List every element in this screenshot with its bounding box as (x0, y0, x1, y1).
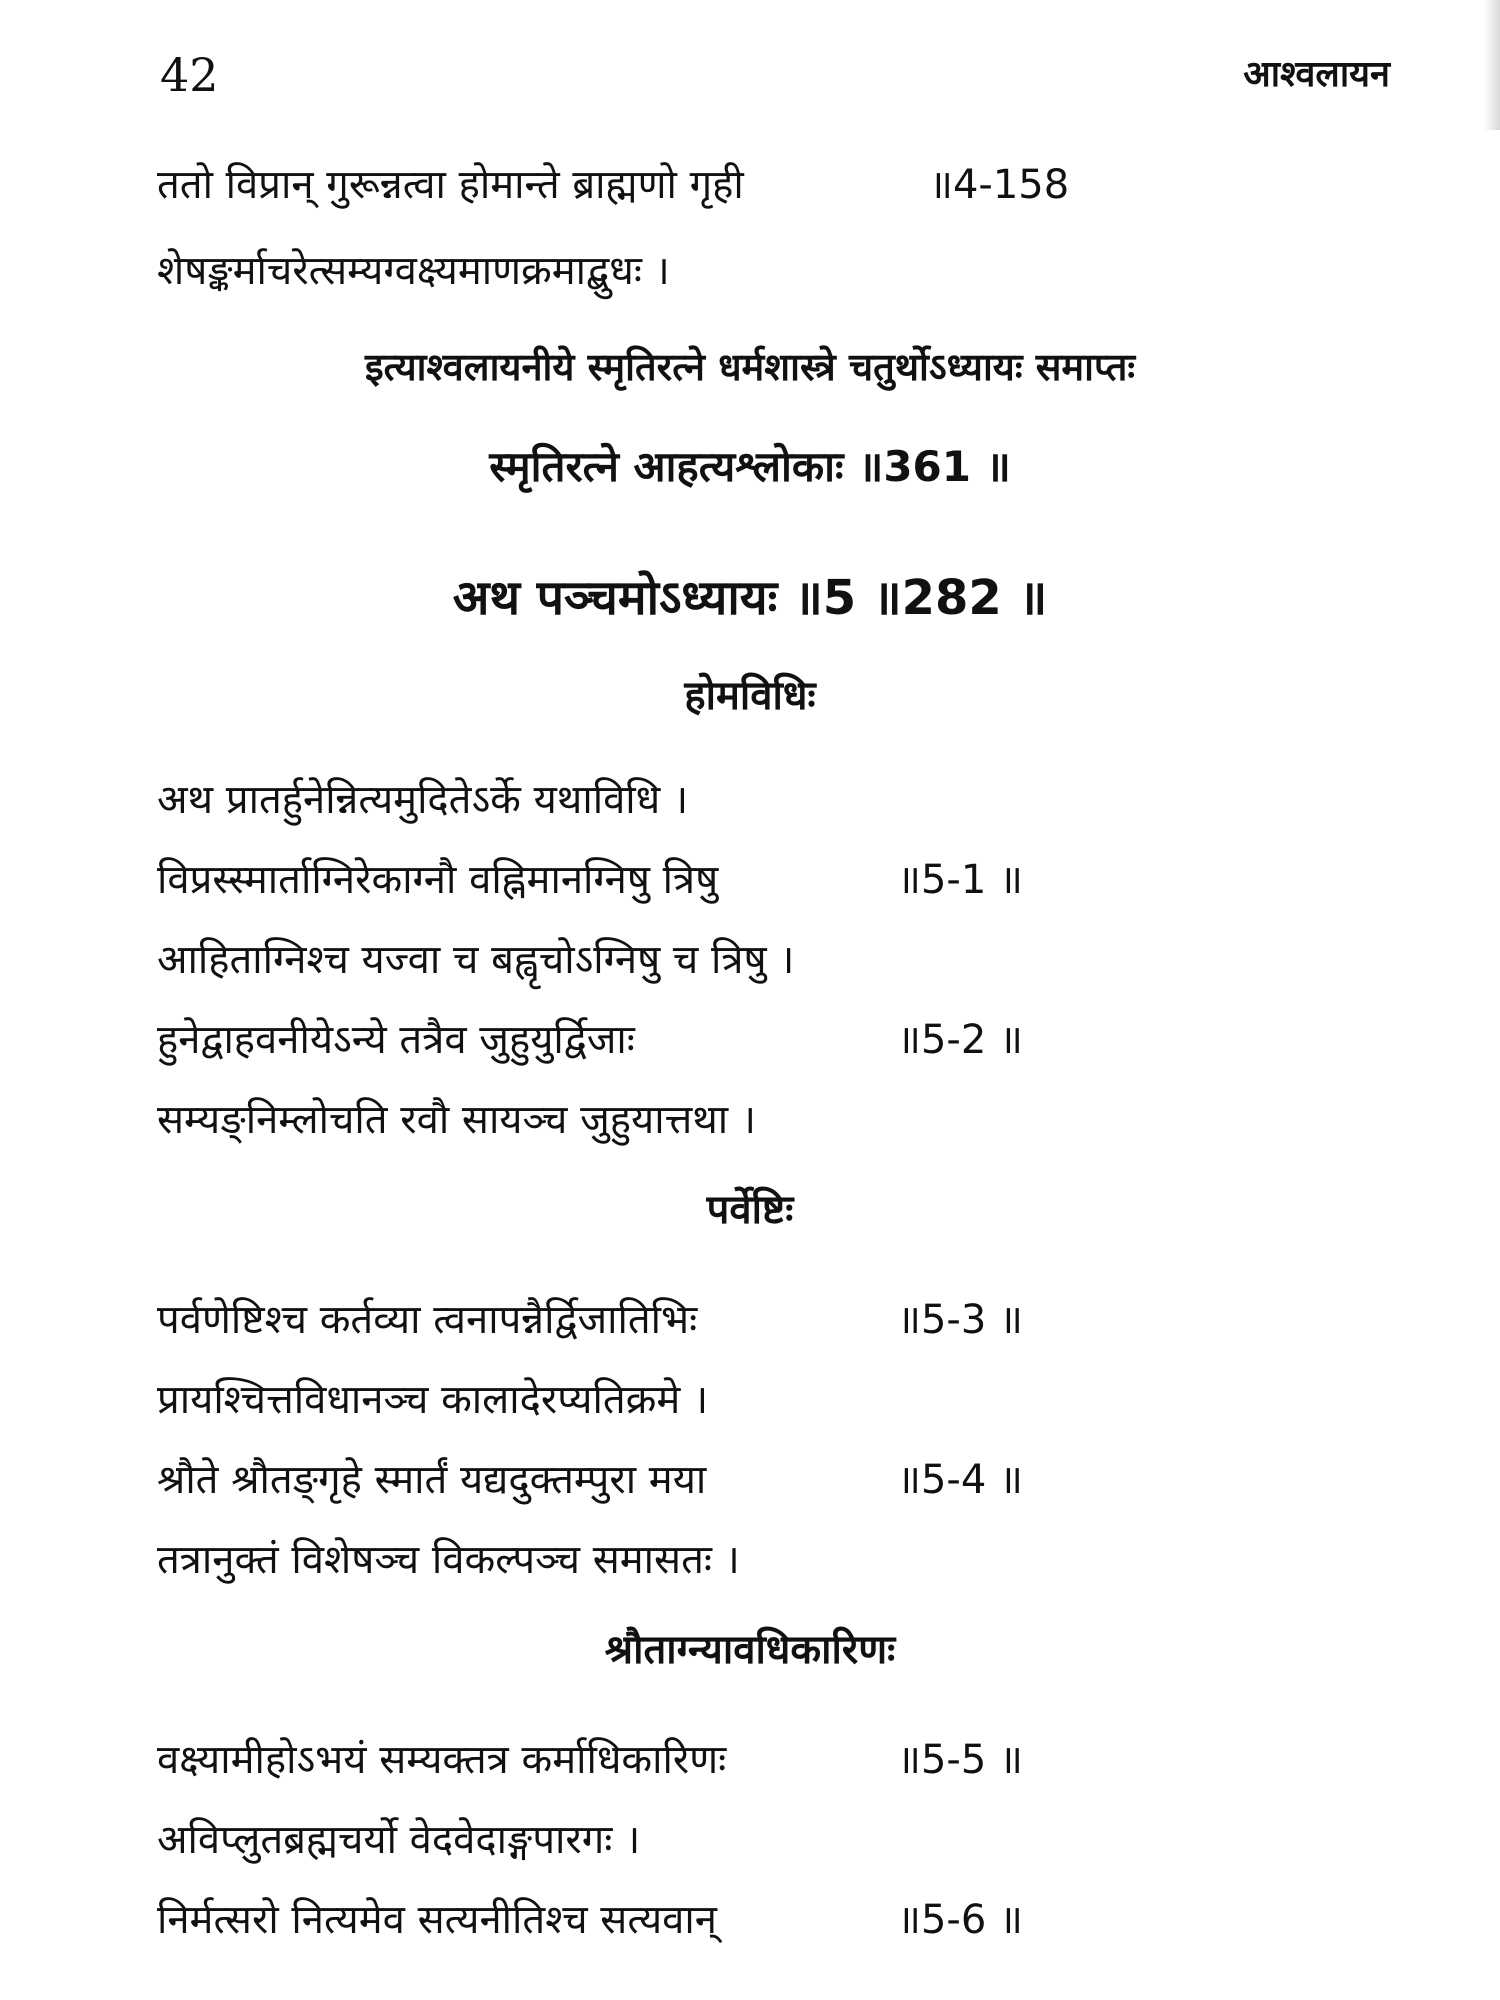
verse-number: ॥5-6 ॥ (897, 1897, 1023, 1943)
verse-text: प्रायश्चित्तविधानञ्च कालादेरप्यतिक्रमे । (157, 1377, 709, 1423)
verse-line (157, 765, 1157, 835)
verse-line (157, 1445, 1157, 1515)
verse-text: अविप्लुतब्रह्मचर्यो वेदवेदाङ्गपारगः । (157, 1817, 641, 1863)
verse-number: ॥5-3 ॥ (897, 1297, 1023, 1343)
section-heading-homavidhi: होमविधिः (684, 673, 816, 719)
chapter-colophon: इत्याश्वलायनीये स्मृतिरत्ने धर्मशास्त्रे चतुर्थोऽध्यायः समाप्तः (364, 345, 1136, 389)
verse-line (157, 1525, 1157, 1595)
verse-number: ॥5-5 ॥ (897, 1737, 1023, 1783)
verse-number: ॥5-2 ॥ (897, 1017, 1023, 1063)
page-number: 42 (160, 48, 219, 102)
section-heading-adhikari: श्रौताग्न्यावधिकारिणः (604, 1627, 896, 1673)
verse-text: पर्वणेष्टिश्च कर्तव्या त्वनापन्नैर्द्विजातिभिः (157, 1297, 698, 1343)
verse-line (157, 236, 1157, 306)
verse-line (157, 1725, 1157, 1795)
verse-line (157, 150, 1157, 220)
running-title: आश्वलायन (1243, 54, 1390, 95)
verse-number: ॥5-1 ॥ (897, 857, 1023, 903)
verse-text: हुनेद्वाहवनीयेऽन्ये तत्रैव जुहुयुर्द्विजाः (157, 1017, 635, 1063)
verse-line (157, 925, 1157, 995)
verse-text: आहिताग्निश्च यज्वा च बह्वृचोऽग्निषु च त्रिषु । (157, 937, 795, 983)
verse-text: निर्मत्सरो नित्यमेव सत्यनीतिश्च सत्यवान् (157, 1897, 717, 1943)
verse-text: शेषङ्कर्माचरेत्सम्यग्वक्ष्यमाणक्रमाद्बुधः । (157, 248, 670, 294)
verse-text: अथ प्रातर्हुनेन्नित्यमुदितेऽर्के यथाविधि । (157, 777, 689, 823)
verse-text: तत्रानुक्तं विशेषञ्च विकल्पञ्च समासतः । (157, 1537, 740, 1583)
verse-text: विप्रस्स्मार्ताग्निरेकाग्नौ वह्निमानग्निषु त्रिषु (157, 857, 719, 903)
verse-text: वक्ष्यामीहोऽभयं सम्यक्तत्र कर्माधिकारिणः (157, 1737, 727, 1783)
verse-line (157, 1885, 1157, 1955)
verse-text: ततो विप्रान् गुरून्नत्वा होमान्ते ब्राह्मणो गृही (157, 162, 744, 208)
chapter-heading: अथ पञ्चमोऽध्यायः ॥5 ॥282 ॥ (452, 570, 1048, 626)
verse-text: श्रौते श्रौतङ्गृहे स्मार्तं यद्यदुक्तम्पुरा मया (157, 1457, 707, 1503)
section-heading-parveshti: पर्वेष्टिः (706, 1187, 794, 1233)
verse-number: ॥5-4 ॥ (897, 1457, 1023, 1503)
verse-line (157, 1285, 1157, 1355)
verse-number: ॥4-158 (929, 162, 1070, 208)
verse-line (157, 845, 1157, 915)
verse-text: सम्यङ्निम्लोचति रवौ सायञ्च जुहुयात्तथा । (157, 1097, 757, 1143)
verse-line (157, 1005, 1157, 1075)
verse-line (157, 1085, 1157, 1155)
total-verse-count: स्मृतिरत्ने आहत्यश्लोकाः ॥361 ॥ (489, 442, 1011, 491)
verse-line (157, 1805, 1157, 1875)
verse-line (157, 1365, 1157, 1435)
